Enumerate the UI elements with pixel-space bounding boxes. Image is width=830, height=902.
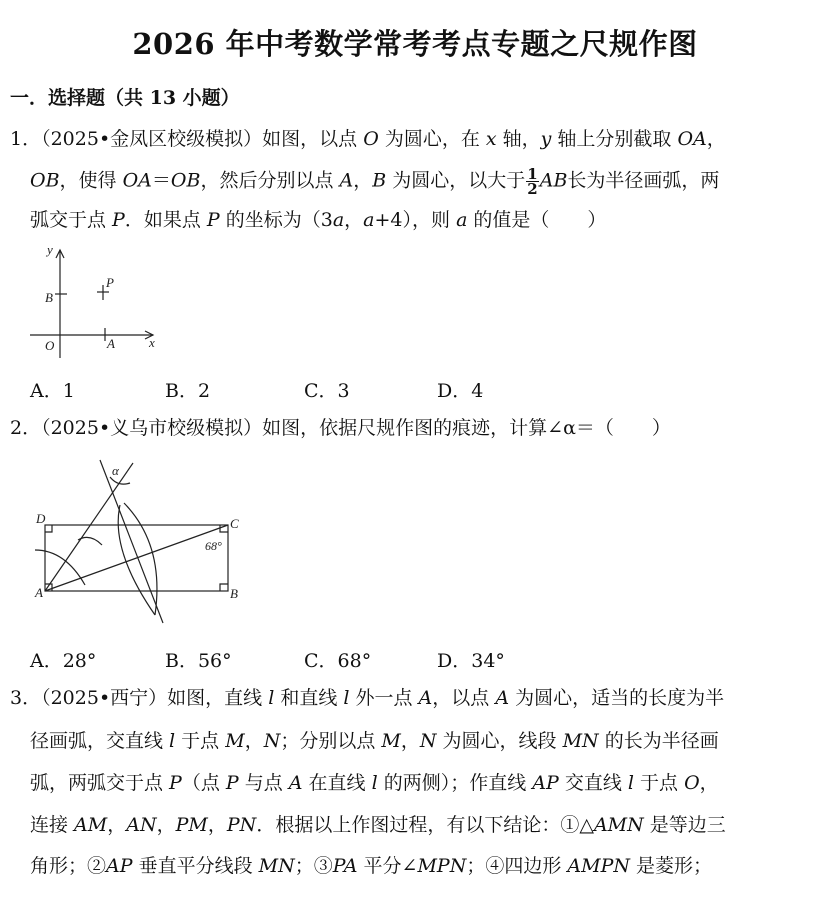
q2-option-d[interactable]: D．34° bbox=[437, 650, 505, 672]
arc-right bbox=[124, 503, 157, 615]
q2-options bbox=[30, 646, 505, 673]
q1-line-3: 弧交于点 P．如果点 P 的坐标为（3a，a+4），则 a 的值是（ ） bbox=[30, 209, 607, 231]
q1-option-c[interactable]: C．3 bbox=[304, 380, 350, 402]
q3-line-1: 3．（2025•西宁）如图，直线 l 和直线 l 外一点 A，以点 A 为圆心，适当的长度为半 bbox=[10, 687, 725, 709]
q1-line-1: 1．（2025•金凤区校级模拟）如图，以点 O 为圆心，在 x 轴，y 轴上分别截取 OA， bbox=[10, 128, 726, 150]
right-angle-b bbox=[220, 584, 228, 591]
x-label: x bbox=[149, 335, 155, 350]
point-p-label: P bbox=[106, 275, 114, 290]
right-angle-d bbox=[45, 525, 52, 532]
section-heading: 一．选择题（共 13 小题） bbox=[10, 87, 240, 109]
q2-option-c[interactable]: C．68° bbox=[304, 650, 372, 672]
q1-option-a[interactable]: A．1 bbox=[30, 380, 75, 402]
origin-label: O bbox=[45, 338, 55, 353]
q1-line-2: OB，使得 OA＝OB，然后分别以点 A，B 为圆心，以大于 $\frac{1}{2}$ AB长为半径画弧，两 bbox=[30, 165, 720, 198]
fraction-one-half: $\frac{1}{2}$ bbox=[527, 165, 538, 198]
point-a-label: A bbox=[35, 585, 43, 600]
angle-68-label: 68° bbox=[205, 539, 222, 553]
diagonal-ac bbox=[45, 525, 228, 591]
q2-option-b[interactable]: B．56° bbox=[165, 650, 232, 672]
q1-option-d[interactable]: D．4 bbox=[437, 380, 484, 402]
y-label: y bbox=[47, 242, 53, 257]
q3-line-2: 径画弧，交直线 l 于点 M，N；分别以点 M，N 为圆心，线段 MN 的长为半径画 bbox=[30, 730, 719, 752]
point-c-label: C bbox=[230, 516, 239, 531]
point-b-label: B bbox=[45, 290, 53, 305]
point-d-label: D bbox=[36, 511, 46, 526]
bisector-line bbox=[45, 463, 133, 591]
q2-rectangle-figure bbox=[30, 455, 255, 630]
q3-line-5: 角形；②AP 垂直平分线段 MN；③PA 平分∠MPN；④四边形 AMPN 是菱形； bbox=[30, 855, 713, 877]
perpendicular-bisector bbox=[100, 460, 163, 623]
q3-line-3: 弧，两弧交于点 P（点 P 与点 A 在直线 l 的两侧）；作直线 AP 交直线 l 于点 O， bbox=[30, 772, 719, 794]
q3-line-4: 连接 AM，AN，PM，PN．根据以上作图过程，有以下结论：①△AMN 是等边三 bbox=[30, 814, 726, 836]
alpha-label: α bbox=[112, 463, 119, 478]
q2-option-a[interactable]: A．28° bbox=[30, 650, 97, 672]
arc-bisect bbox=[78, 537, 102, 545]
page-title: 2026 年中考数学常考考点专题之尺规作图 bbox=[132, 27, 698, 61]
q1-option-b[interactable]: B．2 bbox=[165, 380, 211, 402]
q1-options bbox=[30, 376, 483, 403]
q2-line-1: 2．（2025•义乌市校级模拟）如图，依据尺规作图的痕迹，计算∠α＝（ ） bbox=[10, 417, 671, 439]
point-b-label: B bbox=[230, 586, 238, 601]
arc-alpha bbox=[110, 477, 130, 484]
point-a-label: A bbox=[107, 336, 115, 351]
q1-coordinate-figure bbox=[25, 240, 165, 365]
